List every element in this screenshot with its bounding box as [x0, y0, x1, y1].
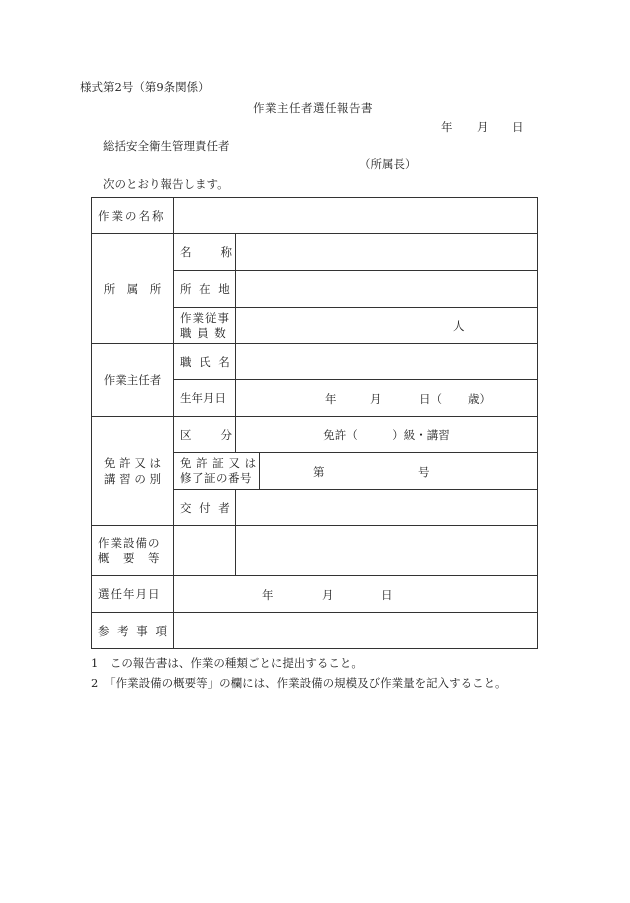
license-label-line2: 講 習 の 別: [104, 472, 161, 486]
page-title: 作業主任者選任報告書: [253, 101, 373, 115]
person-unit: 人: [453, 319, 465, 333]
aff-location-label: 所 在 地: [174, 271, 236, 308]
aff-staff-label: [174, 308, 236, 344]
chief-birth-field[interactable]: [236, 380, 538, 417]
affiliation-head: （所属長）: [359, 157, 417, 171]
equipment-field[interactable]: [236, 526, 538, 576]
date-day-label: 日: [512, 120, 524, 134]
intro-text: 次のとおり報告します。: [103, 177, 229, 191]
aff-location-field[interactable]: [236, 271, 538, 308]
appoint-date-field[interactable]: [174, 576, 538, 613]
work-name-field[interactable]: [174, 198, 538, 234]
lic-dai: 第: [313, 465, 325, 479]
chief-name-field[interactable]: [236, 344, 538, 380]
note-2: 2 「作業設備の概要等」の欄には、作業設備の規模及び作業量を記入すること。: [91, 676, 507, 690]
row-equipment: [92, 526, 538, 576]
birth-month: 月: [370, 392, 382, 406]
row-lic-class: [92, 417, 538, 453]
birth-day: 日（: [419, 392, 442, 406]
equipment-sub-field[interactable]: [174, 526, 236, 576]
aff-name-label: 名 称: [174, 234, 236, 271]
lic-number-label-line1: 免 許 証 又 は: [180, 456, 257, 470]
equipment-label-line2: 概 要 等: [98, 550, 161, 565]
appoint-month: 月: [322, 588, 334, 602]
aff-name-field[interactable]: [236, 234, 538, 271]
row-work-name: [92, 198, 538, 234]
remarks-label: 参 考 事 項: [92, 613, 174, 649]
appoint-year: 年: [262, 588, 274, 602]
birth-age: 歳）: [468, 392, 491, 406]
date-month-label: 月: [477, 120, 489, 134]
aff-staff-label-line1: 作業従事: [180, 310, 230, 325]
addressee: 総括安全衛生管理責任者: [103, 139, 230, 153]
chief-birth-label: 生年月日: [174, 380, 236, 417]
affiliation-label-text: 所 属 所: [103, 281, 162, 296]
note-1: 1 この報告書は、作業の種類ごとに提出すること。: [91, 656, 363, 670]
lic-class-value: 免許（ ）級・講習: [323, 427, 450, 442]
date-year-label: 年: [441, 120, 453, 134]
report-form-table: [91, 197, 538, 649]
license-label-line1: 免 許 又 は: [104, 456, 161, 470]
remarks-field[interactable]: [174, 613, 538, 649]
lic-number-field[interactable]: [260, 453, 538, 490]
lic-class-label: 区 分: [174, 417, 236, 453]
lic-go: 号: [418, 465, 430, 479]
appoint-date-label: 選任年月日: [92, 576, 174, 613]
row-remarks: [92, 613, 538, 649]
lic-number-label-line2: 修了証の番号: [180, 471, 252, 485]
equipment-label-line1: 作業設備の: [98, 535, 161, 550]
appoint-day: 日: [381, 588, 393, 602]
work-name-label: 作業の名称: [92, 198, 174, 234]
row-aff-name: [92, 234, 538, 271]
lic-issuer-label: 交 付 者: [174, 490, 236, 526]
row-appoint-date: [92, 576, 538, 613]
chief-name-label: 職 氏 名: [174, 344, 236, 380]
aff-staff-field[interactable]: [236, 308, 538, 344]
chief-label: [92, 344, 174, 417]
lic-class-field[interactable]: [236, 417, 538, 453]
birth-year: 年: [325, 392, 337, 406]
aff-staff-label-line2: 職 員 数: [180, 325, 227, 340]
affiliation-label: [92, 234, 174, 344]
license-label: [92, 417, 174, 526]
lic-issuer-field[interactable]: [236, 490, 538, 526]
row-chief-name: [92, 344, 538, 380]
lic-number-label: [174, 453, 260, 490]
equipment-label: [92, 526, 174, 576]
form-number: 様式第2号（第9条関係）: [80, 80, 210, 94]
chief-label-text: 作業主任者: [103, 373, 162, 387]
